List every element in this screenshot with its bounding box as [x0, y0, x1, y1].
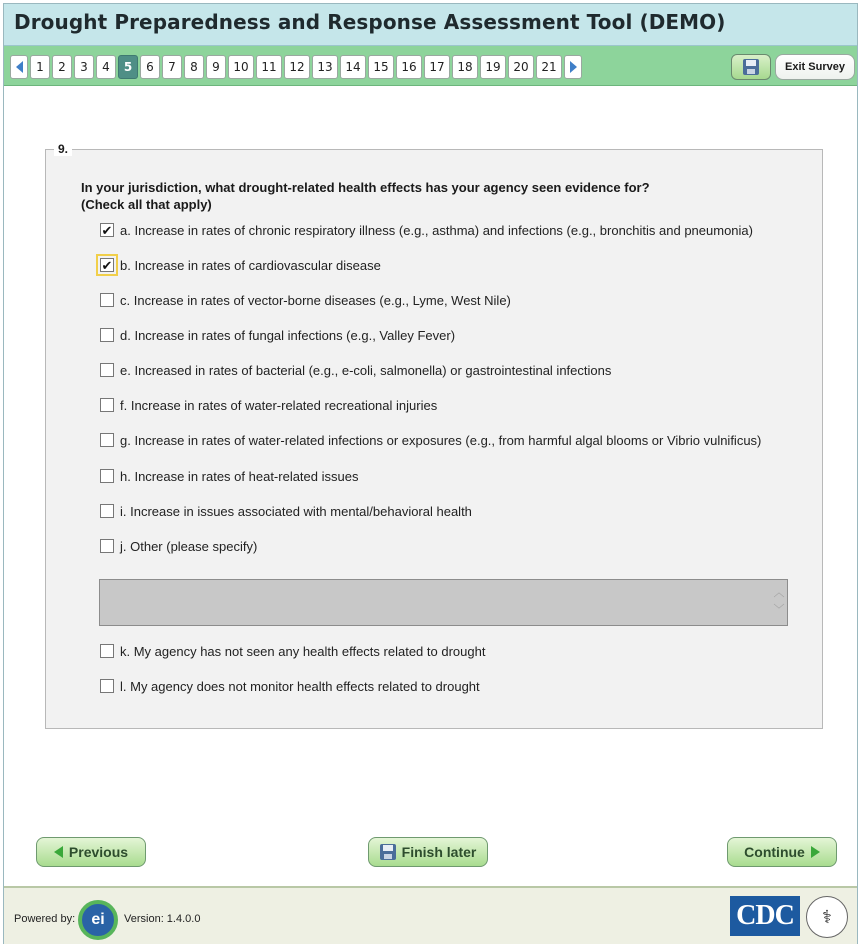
finish-later-button[interactable] [368, 837, 488, 867]
question-instruction: (Check all that apply) [81, 197, 212, 212]
checkbox-c[interactable] [100, 293, 114, 307]
option-c-label: c. Increase in rates of vector-borne diseases (e.g., Lyme, West Nile) [120, 292, 511, 308]
scroll-down-icon[interactable]: ﹀ [773, 603, 785, 616]
prev-page-arrow-icon[interactable] [10, 55, 28, 79]
option-j[interactable] [100, 536, 257, 556]
cdc-logo-icon: CDC [730, 896, 800, 936]
option-f[interactable] [100, 395, 437, 415]
checkbox-h[interactable] [100, 469, 114, 483]
finish-later-label: Finish later [401, 844, 477, 860]
option-d[interactable] [100, 325, 455, 345]
scroll-up-icon[interactable]: ︿ [773, 586, 785, 599]
page-link-3[interactable]: 3 [74, 55, 94, 79]
page-link-12[interactable]: 12 [284, 55, 310, 79]
option-b-label: b. Increase in rates of cardiovascular disease [120, 257, 381, 273]
floppy-disk-icon [380, 844, 396, 860]
option-k-label: k. My agency has not seen any health effects related to drought [120, 643, 486, 659]
question-prompt: In your jurisdiction, what drought-related health effects has your agency seen evidence for? [81, 180, 650, 195]
ei-logo-icon: ei [78, 900, 118, 940]
page-link-7[interactable]: 7 [162, 55, 182, 79]
option-a-label: a. Increase in rates of chronic respiratory illness (e.g., asthma) and infections (e.g., bronchitis and pneumonia) [120, 222, 753, 238]
page-link-2[interactable]: 2 [52, 55, 72, 79]
page-link-10[interactable]: 10 [228, 55, 254, 79]
option-d-label: d. Increase in rates of fungal infections (e.g., Valley Fever) [120, 327, 456, 343]
question-text [81, 179, 781, 213]
exit-survey-button[interactable]: Exit Survey [775, 54, 855, 80]
checkbox-b[interactable]: ✔ [101, 257, 113, 273]
page-link-15[interactable]: 15 [368, 55, 394, 79]
page-link-6[interactable]: 6 [140, 55, 160, 79]
page-link-5-current[interactable]: 5 [118, 55, 138, 79]
page-link-9[interactable]: 9 [206, 55, 226, 79]
option-a[interactable] [100, 220, 753, 240]
page-link-19[interactable]: 19 [480, 55, 506, 79]
page-link-16[interactable]: 16 [396, 55, 422, 79]
textarea-scrollbar[interactable] [773, 584, 785, 622]
page-link-4[interactable]: 4 [96, 55, 116, 79]
option-g[interactable] [100, 430, 761, 450]
checkbox-i[interactable] [100, 504, 114, 518]
page-link-18[interactable]: 18 [452, 55, 478, 79]
floppy-disk-icon [743, 59, 759, 75]
option-e[interactable] [100, 360, 611, 380]
arrow-right-icon [811, 846, 820, 858]
checkbox-d[interactable] [100, 328, 114, 342]
option-g-label: g. Increase in rates of water-related infections or exposures (e.g., from harmful algal blooms or Vibrio vulnificus) [120, 432, 762, 448]
previous-button[interactable] [36, 837, 146, 867]
option-j-label: j. Other (please specify) [120, 538, 258, 554]
continue-label: Continue [744, 844, 805, 860]
page-link-1[interactable]: 1 [30, 55, 50, 79]
checkbox-l[interactable] [100, 679, 114, 693]
option-c[interactable] [100, 290, 511, 310]
page-link-8[interactable]: 8 [184, 55, 204, 79]
checkbox-f[interactable] [100, 398, 114, 412]
previous-label: Previous [68, 844, 129, 860]
option-k[interactable] [100, 641, 485, 661]
next-page-arrow-icon[interactable] [564, 55, 582, 79]
page-link-17[interactable]: 17 [424, 55, 450, 79]
save-button[interactable] [731, 54, 771, 80]
page-link-11[interactable]: 11 [256, 55, 282, 79]
checkbox-a[interactable]: ✔ [101, 222, 113, 238]
page-link-14[interactable]: 14 [340, 55, 366, 79]
footer [4, 886, 857, 944]
continue-button[interactable] [727, 837, 837, 867]
checkbox-g[interactable] [100, 433, 114, 447]
survey-window [3, 3, 858, 944]
page-link-21[interactable]: 21 [536, 55, 562, 79]
other-specify-textarea[interactable] [99, 579, 788, 626]
powered-by-label: Powered by: [14, 913, 76, 925]
option-e-label: e. Increased in rates of bacterial (e.g., e-coli, salmonella) or gastrointestinal infections [120, 362, 612, 378]
option-l[interactable] [100, 676, 480, 696]
option-b[interactable] [100, 255, 381, 275]
page-pager [10, 55, 582, 79]
question-number: 9. [54, 142, 72, 156]
page-link-13[interactable]: 13 [312, 55, 338, 79]
version-label: Version: 1.4.0.0 [124, 913, 201, 925]
checkbox-e[interactable] [100, 363, 114, 377]
page-link-20[interactable]: 20 [508, 55, 534, 79]
option-h[interactable] [100, 466, 358, 486]
hhs-seal-icon: ⚕ [806, 896, 848, 938]
page-title: Drought Preparedness and Response Assessment Tool (DEMO) [4, 4, 857, 46]
option-h-label: h. Increase in rates of heat-related issues [120, 468, 359, 484]
checkbox-k[interactable] [100, 644, 114, 658]
option-i-label: i. Increase in issues associated with mental/behavioral health [120, 503, 472, 519]
page-navigation-bar [4, 46, 857, 86]
option-l-label: l. My agency does not monitor health effects related to drought [120, 678, 480, 694]
option-f-label: f. Increase in rates of water-related recreational injuries [120, 397, 438, 413]
checkbox-j[interactable] [100, 539, 114, 553]
arrow-left-icon [54, 846, 63, 858]
option-i[interactable] [100, 501, 472, 521]
